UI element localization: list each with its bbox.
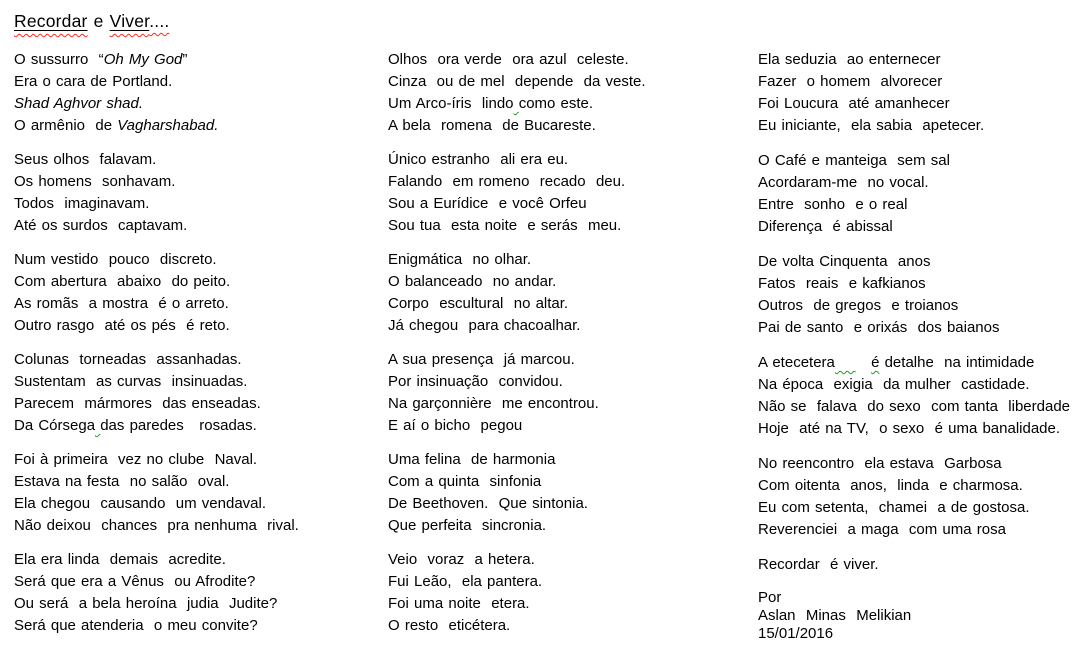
grammar-squiggle <box>95 417 100 434</box>
poem-line: Estava na festa no salão oval. <box>14 473 230 490</box>
stanza <box>758 49 1082 137</box>
poem-line: Fatos reais e kafkianos <box>758 275 926 292</box>
poem-line: Recordar é viver. <box>758 556 879 573</box>
poem-line: Seus olhos falavam. <box>14 151 157 168</box>
poem-line: Foi Loucura até amanhecer <box>758 95 950 112</box>
poem-line: Eu com setenta, chamei a de gostosa. <box>758 499 1030 516</box>
stanza <box>14 449 376 537</box>
poem-line: Um Arco-íris lindo como este. <box>388 95 594 112</box>
stanza <box>758 150 1082 238</box>
stanza <box>14 149 376 237</box>
poem-line: Corpo escultural no altar. <box>388 295 569 312</box>
poem-line: De volta Cinquenta anos <box>758 253 931 270</box>
poem-line: Era o cara de Portland. <box>14 73 173 90</box>
poem-line: Único estranho ali era eu. <box>388 151 569 168</box>
poem-line: Sou a Eurídice e você Orfeu <box>388 195 587 212</box>
poem-line: Por insinuação convidou. <box>388 373 563 390</box>
stanza <box>388 449 744 537</box>
poem-line: Ela seduzia ao enternecer <box>758 51 941 68</box>
poem-line: Falando em romeno recado deu. <box>388 173 626 190</box>
poem-line: Da Córsega das paredes rosadas. <box>14 417 257 434</box>
poem-line: Com oitenta anos, linda e charmosa. <box>758 477 1023 494</box>
underlined-misspelled-word <box>14 11 88 31</box>
poem-line: Reverenciei a maga com uma rosa <box>758 521 1006 538</box>
poem-line: Será que era a Vênus ou Afrodite? <box>14 573 256 590</box>
poem-line: O sussurro “Oh My God” <box>14 51 188 68</box>
stanza <box>388 49 744 137</box>
document-title <box>14 11 169 32</box>
poem-line: Foi à primeira vez no clube Naval. <box>14 451 258 468</box>
poem-line: Já chegou para chacoalhar. <box>388 317 581 334</box>
stanza <box>758 251 1082 339</box>
stanza <box>14 49 376 137</box>
poem-line: Por <box>758 589 782 606</box>
stanza <box>388 249 744 337</box>
poem-line: E aí o bicho pegou <box>388 417 523 434</box>
poem-line: Não se falava do sexo com tanta liberdade <box>758 398 1071 415</box>
poem-line: O resto eticétera. <box>388 617 511 634</box>
poem-line: Os homens sonhavam. <box>14 173 176 190</box>
stanza <box>388 549 744 637</box>
poem-line: Com abertura abaixo do peito. <box>14 273 231 290</box>
poem-line: Entre sonho e o real <box>758 196 908 213</box>
poem-line: Sou tua esta noite e serás meu. <box>388 217 622 234</box>
poem-line: Ela chegou causando um vendaval. <box>14 495 266 512</box>
poem-line: No reencontro ela estava Garbosa <box>758 455 1002 472</box>
poem-line: As romãs a mostra é o arreto. <box>14 295 229 312</box>
poem-line: De Beethoven. Que sintonia. <box>388 495 588 512</box>
poem-line: Uma felina de harmonia <box>388 451 556 468</box>
grammar-squiggle <box>835 354 856 371</box>
italic-text: Vagharshabad. <box>117 117 219 134</box>
stanza <box>14 249 376 337</box>
poem-line: Fazer o homem alvorecer <box>758 73 943 90</box>
stanza <box>14 549 376 637</box>
poem-line: Que perfeita sincronia. <box>388 517 547 534</box>
stanza <box>388 349 744 437</box>
poem-line: Cinza ou de mel depende da veste. <box>388 73 646 90</box>
poem-line <box>14 93 376 115</box>
poem-line: O balanceado no andar. <box>388 273 557 290</box>
poem-line: A bela romena de Bucareste. <box>388 117 596 134</box>
poem-line: Pai de santo e orixás dos baianos <box>758 319 1000 336</box>
italic-text: Oh My God <box>103 51 183 68</box>
poem-line: Todos imaginavam. <box>14 195 150 212</box>
poem-line: Colunas torneadas assanhadas. <box>14 351 242 368</box>
poem-line: A etecetera é detalhe na intimidade <box>758 354 1035 371</box>
poem-line: 15/01/2016 <box>758 625 834 642</box>
poem-line: Enigmática no olhar. <box>388 251 532 268</box>
poem-line: Num vestido pouco discreto. <box>14 251 217 268</box>
poem-column-3 <box>758 49 1082 656</box>
poem-line: Ela era linda demais acredite. <box>14 551 226 568</box>
grammar-squiggle: é <box>871 354 880 371</box>
poem-line: Fui Leão, ela pantera. <box>388 573 543 590</box>
spellcheck-squiggle: Recordar <box>14 11 88 31</box>
poem-line: Eu iniciante, ela sabia apetecer. <box>758 117 985 134</box>
poem-line: A sua presença já marcou. <box>388 351 575 368</box>
stanza <box>14 349 376 437</box>
poem-line: Até os surdos captavam. <box>14 217 188 234</box>
poem-line: Na garçonnière me encontrou. <box>388 395 599 412</box>
poem-line: Hoje até na TV, o sexo é uma banalidade. <box>758 420 1061 437</box>
poem-line: Sustentam as curvas insinuadas. <box>14 373 248 390</box>
stanza <box>388 149 744 237</box>
poem-column-1 <box>14 49 376 649</box>
stanza <box>758 554 1082 576</box>
poem-line: O armênio de Vagharshabad. <box>14 117 219 134</box>
poem-line: Aslan Minas Melikian <box>758 607 912 624</box>
poem-line: Ou será a bela heroína judia Judite? <box>14 595 278 612</box>
text-segment: e <box>87 11 110 31</box>
poem-line: Olhos ora verde ora azul celeste. <box>388 51 629 68</box>
spellcheck-squiggle: Viver <box>109 11 150 31</box>
spellcheck-squiggle: .... <box>149 11 170 31</box>
poem-line: Outros de gregos e troianos <box>758 297 959 314</box>
poem-line: Na época exigia da mulher castidade. <box>758 376 1030 393</box>
poem-line: Acordaram-me no vocal. <box>758 174 929 191</box>
signature-block <box>758 589 1082 643</box>
stanza <box>758 352 1082 440</box>
poem-line: Parecem mármores das enseadas. <box>14 395 261 412</box>
grammar-squiggle <box>514 95 519 112</box>
poem-line: Veio voraz a hetera. <box>388 551 535 568</box>
poem-line: Foi uma noite etera. <box>388 595 530 612</box>
poem-column-2 <box>388 49 744 649</box>
stanza <box>758 453 1082 541</box>
poem-line: Outro rasgo até os pés é reto. <box>14 317 230 334</box>
italic-text: Shad Aghvor shad. <box>14 95 144 112</box>
poem-line: Com a quinta sinfonia <box>388 473 542 490</box>
poem-line: Não deixou chances pra nenhuma rival. <box>14 517 299 534</box>
poem-line: O Café e manteiga sem sal <box>758 152 950 169</box>
poem-line: Será que atenderia o meu convite? <box>14 617 258 634</box>
underlined-misspelled-word <box>110 11 150 31</box>
poem-line: Diferença é abissal <box>758 218 893 235</box>
